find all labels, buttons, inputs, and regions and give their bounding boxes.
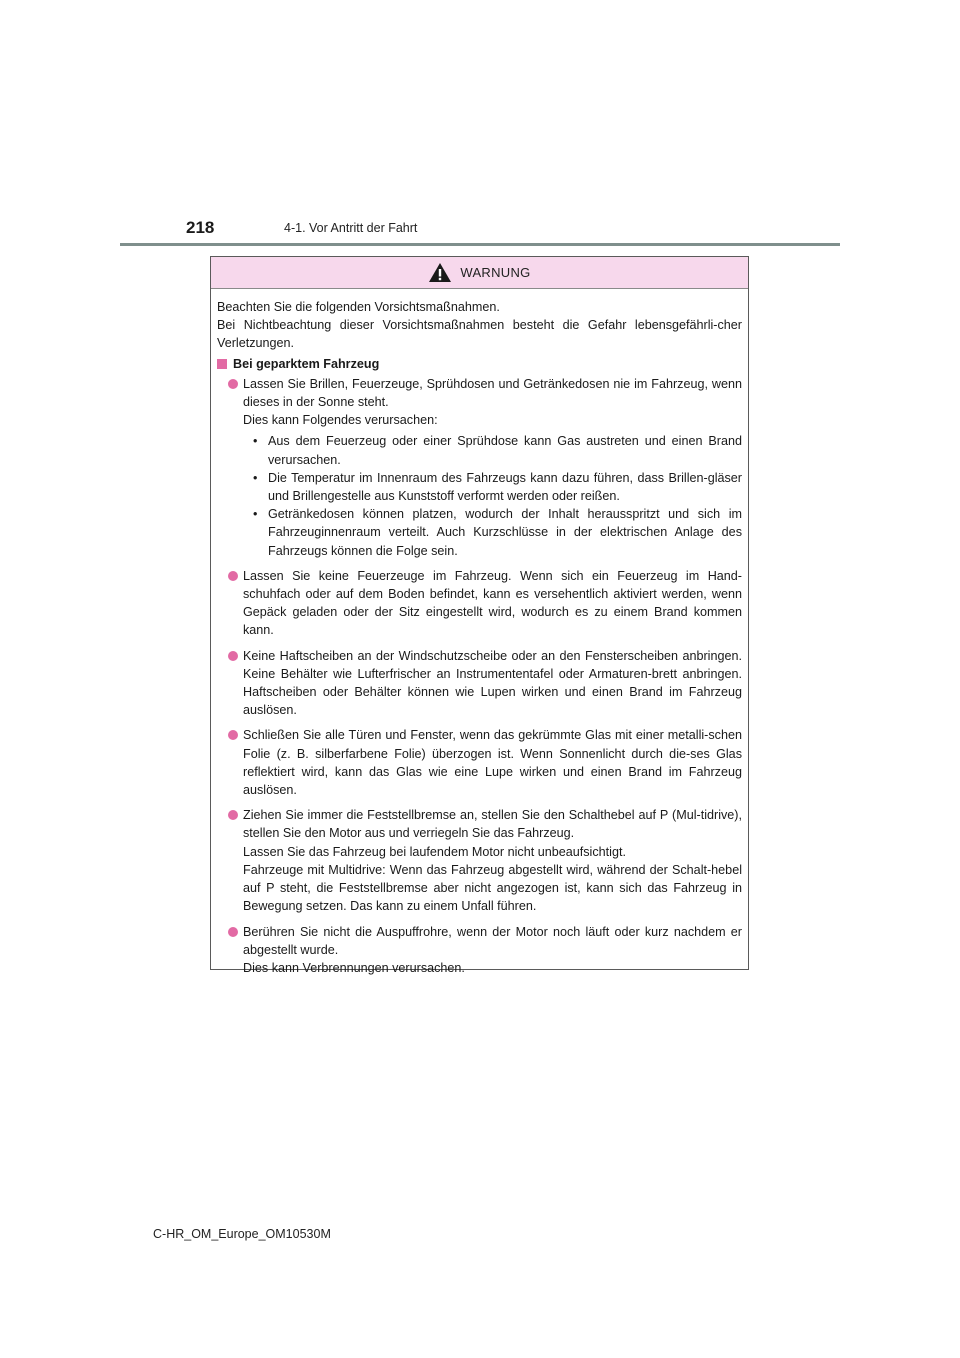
sub-list-item-text: Getränkedosen können platzen, wodurch der Inhalt herausspritzt und sich im Fahrzeuginnenraum verteilt. Auch Kurzschlüsse in der elektrischen Anlage des Fahrzeugs können die Folge sein. (268, 507, 742, 558)
circle-bullet-icon (228, 651, 238, 661)
sub-list-item-text: Aus dem Feuerzeug oder einer Sprühdose kann Gas austreten und einen Brand verursachen. (268, 434, 742, 467)
small-bullet-icon: • (253, 434, 258, 449)
page-header (120, 214, 840, 248)
sub-list (243, 432, 742, 559)
warning-item-text: Lassen Sie Brillen, Feuerzeuge, Sprühdosen und Getränkedosen nie im Fahrzeug, wenn dieses in der Sonne steht. Dies kann Folgendes verursachen: (243, 376, 742, 428)
warning-intro: Beachten Sie die folgenden Vorsichtsmaßnahmen. Bei Nichtbeachtung dieser Vorsichtsmaßnahmen besteht die Gefahr lebensgefährli-cher Verletzungen. (217, 300, 742, 351)
warning-header (211, 257, 748, 289)
sub-list-item (253, 469, 742, 505)
sub-list-item-text: Die Temperatur im Innenraum des Fahrzeugs kann dazu führen, dass Brillen-gläser und Brillengestelle aus Kunststoff verformt werden oder reißen. (268, 470, 742, 504)
subheading-text: Bei geparktem Fahrzeug (233, 356, 380, 371)
warning-title: WARNUNG (460, 265, 531, 280)
header-rule (120, 243, 840, 246)
section-title: 4-1. Vor Antritt der Fahrt (284, 221, 418, 235)
circle-bullet-icon (228, 810, 238, 820)
warning-item (217, 567, 742, 640)
circle-bullet-icon (228, 571, 238, 581)
warning-item-text: Ziehen Sie immer die Feststellbremse an, stellen Sie den Schalthebel auf P (Mul-tidrive), stellen Sie den Motor aus und verriegeln Sie das Fahrzeug. Lassen Sie das Fahrzeug bei laufendem Motor nicht unbeaufsichtigt. Fahrzeuge mit Multidrive: Wenn das Fahrzeug abgestellt wird, während der Schalt-hebel auf P steht, die Feststellbremse aber nicht angezogen ist, kann sich das Fahrzeug in Bewegung setzen. Das kann zu einem Unfall führen. (243, 808, 742, 914)
warning-items (217, 375, 742, 977)
warning-item-text: Schließen Sie alle Türen und Fenster, wenn das gekrümmte Glas mit einer metalli-schen Folie (z. B. silberfarbene Folie) überzogen ist. Wenn Sonnenlicht durch die-ses Glas reflektiert wird, kann das Glas wie eine Lupe wirken und einen Brand im Fahrzeug auslösen. (243, 728, 742, 798)
warning-item-text: Berühren Sie nicht die Auspuffrohre, wenn der Motor noch läuft oder kurz nachdem er abgestellt wurde. Dies kann Verbrennungen verursachen. (243, 924, 742, 975)
sub-list-item (253, 432, 742, 468)
small-bullet-icon: • (253, 470, 258, 485)
footer-doc-id: C-HR_OM_Europe_OM10530M (153, 1227, 331, 1241)
page-number: 218 (186, 218, 215, 237)
warning-item (217, 726, 742, 799)
warning-item-text: Keine Haftscheiben an der Windschutzscheibe oder an den Fensterscheiben anbringen. Keine Behälter wie Lufterfrischer an Instrumententafel oder Armaturen-brett anbringen. Haftscheiben oder Behälter können wie Lupen wirken und einen Brand im Fahrzeug auslösen. (243, 648, 742, 718)
subheading (217, 355, 742, 373)
square-bullet-icon (217, 359, 227, 369)
circle-bullet-icon (228, 927, 238, 937)
circle-bullet-icon (228, 379, 238, 389)
warning-body (211, 289, 748, 977)
warning-triangle-icon (428, 262, 452, 283)
warning-item (217, 647, 742, 720)
warning-item (217, 923, 742, 978)
warning-item-text: Lassen Sie keine Feuerzeuge im Fahrzeug. Wenn sich ein Feuerzeug im Hand-schuhfach oder auf dem Boden befindet, kann es versehentlich aktiviert werden, wenn Gepäck geladen oder der Sitz eingestellt wird, wodurch es zu einem Brand kommen kann. (243, 568, 742, 638)
circle-bullet-icon (228, 730, 238, 740)
small-bullet-icon: • (253, 507, 258, 522)
sub-list-item (253, 505, 742, 560)
warning-item (217, 375, 742, 560)
warning-box (210, 256, 749, 975)
warning-item (217, 806, 742, 915)
